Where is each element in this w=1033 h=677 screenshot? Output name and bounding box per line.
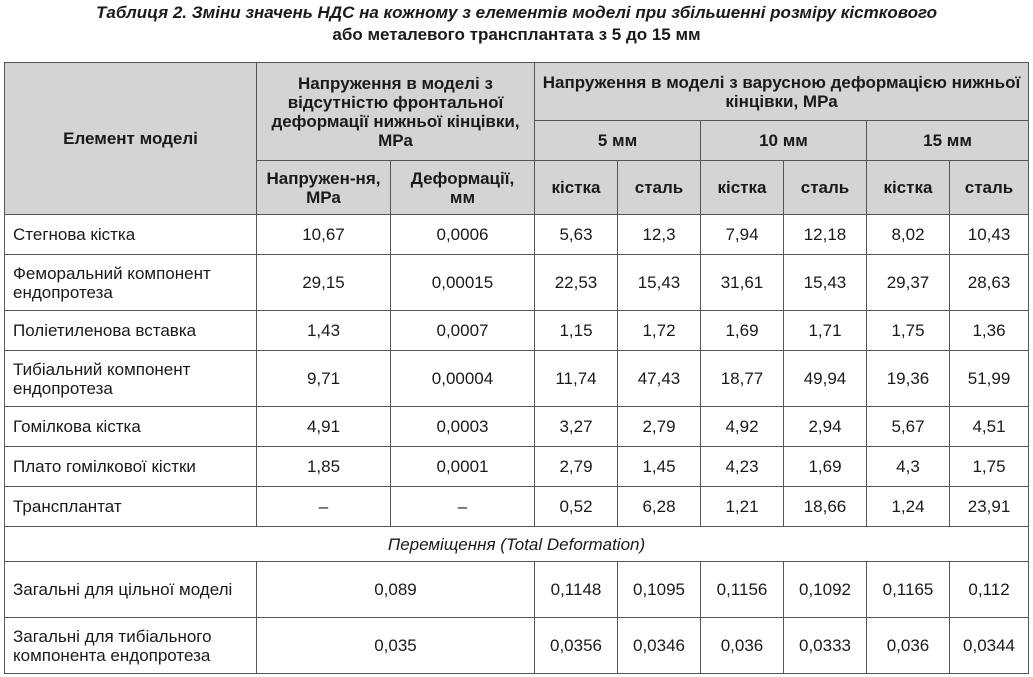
cell: 51,99 bbox=[950, 351, 1029, 407]
cell: 28,63 bbox=[950, 255, 1029, 311]
header-bone: кістка bbox=[535, 161, 618, 215]
header-size-15: 15 мм bbox=[867, 121, 1029, 161]
cell: 5,63 bbox=[535, 215, 618, 255]
header-size-5: 5 мм bbox=[535, 121, 701, 161]
row-name: Гомілкова кістка bbox=[5, 407, 257, 447]
table-row bbox=[5, 562, 1029, 618]
cell: 0,0346 bbox=[618, 618, 701, 674]
cell: 1,24 bbox=[867, 487, 950, 527]
cell: 5,67 bbox=[867, 407, 950, 447]
cell: 0,00015 bbox=[391, 255, 535, 311]
cell: 18,77 bbox=[701, 351, 784, 407]
cell: 1,71 bbox=[784, 311, 867, 351]
cell: 11,74 bbox=[535, 351, 618, 407]
table-body bbox=[5, 215, 1029, 674]
cell: 9,71 bbox=[257, 351, 391, 407]
cell: 0,0003 bbox=[391, 407, 535, 447]
cell: 0,0333 bbox=[784, 618, 867, 674]
cell: 1,45 bbox=[618, 447, 701, 487]
cell: 0,52 bbox=[535, 487, 618, 527]
table-row bbox=[5, 487, 1029, 527]
cell: 1,43 bbox=[257, 311, 391, 351]
cell: 0,1156 bbox=[701, 562, 784, 618]
cell: 31,61 bbox=[701, 255, 784, 311]
cell: 0,0007 bbox=[391, 311, 535, 351]
cell: 2,79 bbox=[618, 407, 701, 447]
cell: 4,23 bbox=[701, 447, 784, 487]
data-table bbox=[4, 62, 1029, 674]
cell: 0,0006 bbox=[391, 215, 535, 255]
cell: 4,51 bbox=[950, 407, 1029, 447]
header-steel: сталь bbox=[618, 161, 701, 215]
row-name: Тибіальний компонент ендопротеза bbox=[5, 351, 257, 407]
header-bone: кістка bbox=[867, 161, 950, 215]
cell: 2,94 bbox=[784, 407, 867, 447]
table-row bbox=[5, 351, 1029, 407]
cell: 1,69 bbox=[701, 311, 784, 351]
cell: 1,72 bbox=[618, 311, 701, 351]
cell: 4,3 bbox=[867, 447, 950, 487]
cell: 0,00004 bbox=[391, 351, 535, 407]
row-name: Стегнова кістка bbox=[5, 215, 257, 255]
cell: 15,43 bbox=[618, 255, 701, 311]
cell: 1,75 bbox=[950, 447, 1029, 487]
cell: 29,37 bbox=[867, 255, 950, 311]
cell: – bbox=[391, 487, 535, 527]
cell: 0,1092 bbox=[784, 562, 867, 618]
cell: 1,69 bbox=[784, 447, 867, 487]
cell: 1,75 bbox=[867, 311, 950, 351]
cell: 1,36 bbox=[950, 311, 1029, 351]
cell: 6,28 bbox=[618, 487, 701, 527]
table-row bbox=[5, 447, 1029, 487]
cell: 0,036 bbox=[867, 618, 950, 674]
cell: 8,02 bbox=[867, 215, 950, 255]
table-row bbox=[5, 311, 1029, 351]
cell: 15,43 bbox=[784, 255, 867, 311]
cell: 29,15 bbox=[257, 255, 391, 311]
table-caption bbox=[0, 2, 1033, 46]
header-bone: кістка bbox=[701, 161, 784, 215]
row-name: Поліетиленова вставка bbox=[5, 311, 257, 351]
row-name: Загальні для тибіального компонента ендопротеза bbox=[5, 618, 257, 674]
cell: 23,91 bbox=[950, 487, 1029, 527]
cell: 3,27 bbox=[535, 407, 618, 447]
caption-line-1: Таблиця 2. Зміни значень НДС на кожному з елементів моделі при збільшенні розміру кісткового bbox=[96, 3, 937, 22]
header-no-deformation: Напруження в моделі з відсутністю фронтальної деформації нижньої кінцівки, МРа bbox=[257, 63, 535, 161]
header-size-10: 10 мм bbox=[701, 121, 867, 161]
cell: 0,1095 bbox=[618, 562, 701, 618]
header-steel: сталь bbox=[950, 161, 1029, 215]
cell: 0,0356 bbox=[535, 618, 618, 674]
header-stress: Напружен-ня, МРа bbox=[257, 161, 391, 215]
table-row bbox=[5, 407, 1029, 447]
header-element: Елемент моделі bbox=[5, 63, 257, 215]
caption-line-2: або металевого трансплантата з 5 до 15 мм bbox=[332, 25, 701, 44]
cell: – bbox=[257, 487, 391, 527]
row-name: Трансплантат bbox=[5, 487, 257, 527]
cell: 19,36 bbox=[867, 351, 950, 407]
row-name: Плато гомілкової кістки bbox=[5, 447, 257, 487]
cell: 12,18 bbox=[784, 215, 867, 255]
row-name: Загальні для цільної моделі bbox=[5, 562, 257, 618]
cell: 1,21 bbox=[701, 487, 784, 527]
cell: 18,66 bbox=[784, 487, 867, 527]
cell: 4,91 bbox=[257, 407, 391, 447]
cell: 22,53 bbox=[535, 255, 618, 311]
cell: 0,112 bbox=[950, 562, 1029, 618]
cell: 47,43 bbox=[618, 351, 701, 407]
header-deformation: Деформації, мм bbox=[391, 161, 535, 215]
table-row bbox=[5, 255, 1029, 311]
section-title: Переміщення (Total Deformation) bbox=[5, 527, 1029, 562]
header-varus: Напруження в моделі з варусною деформацією нижньої кінцівки, МРа bbox=[535, 63, 1029, 121]
cell: 0,1148 bbox=[535, 562, 618, 618]
cell: 1,15 bbox=[535, 311, 618, 351]
cell: 0,089 bbox=[257, 562, 535, 618]
cell: 0,1165 bbox=[867, 562, 950, 618]
cell: 0,035 bbox=[257, 618, 535, 674]
cell: 10,43 bbox=[950, 215, 1029, 255]
cell: 10,67 bbox=[257, 215, 391, 255]
cell: 7,94 bbox=[701, 215, 784, 255]
cell: 12,3 bbox=[618, 215, 701, 255]
row-name: Феморальний компонент ендопротеза bbox=[5, 255, 257, 311]
cell: 0,036 bbox=[701, 618, 784, 674]
table-header bbox=[5, 63, 1029, 215]
table-row bbox=[5, 618, 1029, 674]
cell: 4,92 bbox=[701, 407, 784, 447]
section-row bbox=[5, 527, 1029, 562]
cell: 0,0344 bbox=[950, 618, 1029, 674]
cell: 49,94 bbox=[784, 351, 867, 407]
cell: 1,85 bbox=[257, 447, 391, 487]
cell: 0,0001 bbox=[391, 447, 535, 487]
table-row bbox=[5, 215, 1029, 255]
header-steel: сталь bbox=[784, 161, 867, 215]
cell: 2,79 bbox=[535, 447, 618, 487]
